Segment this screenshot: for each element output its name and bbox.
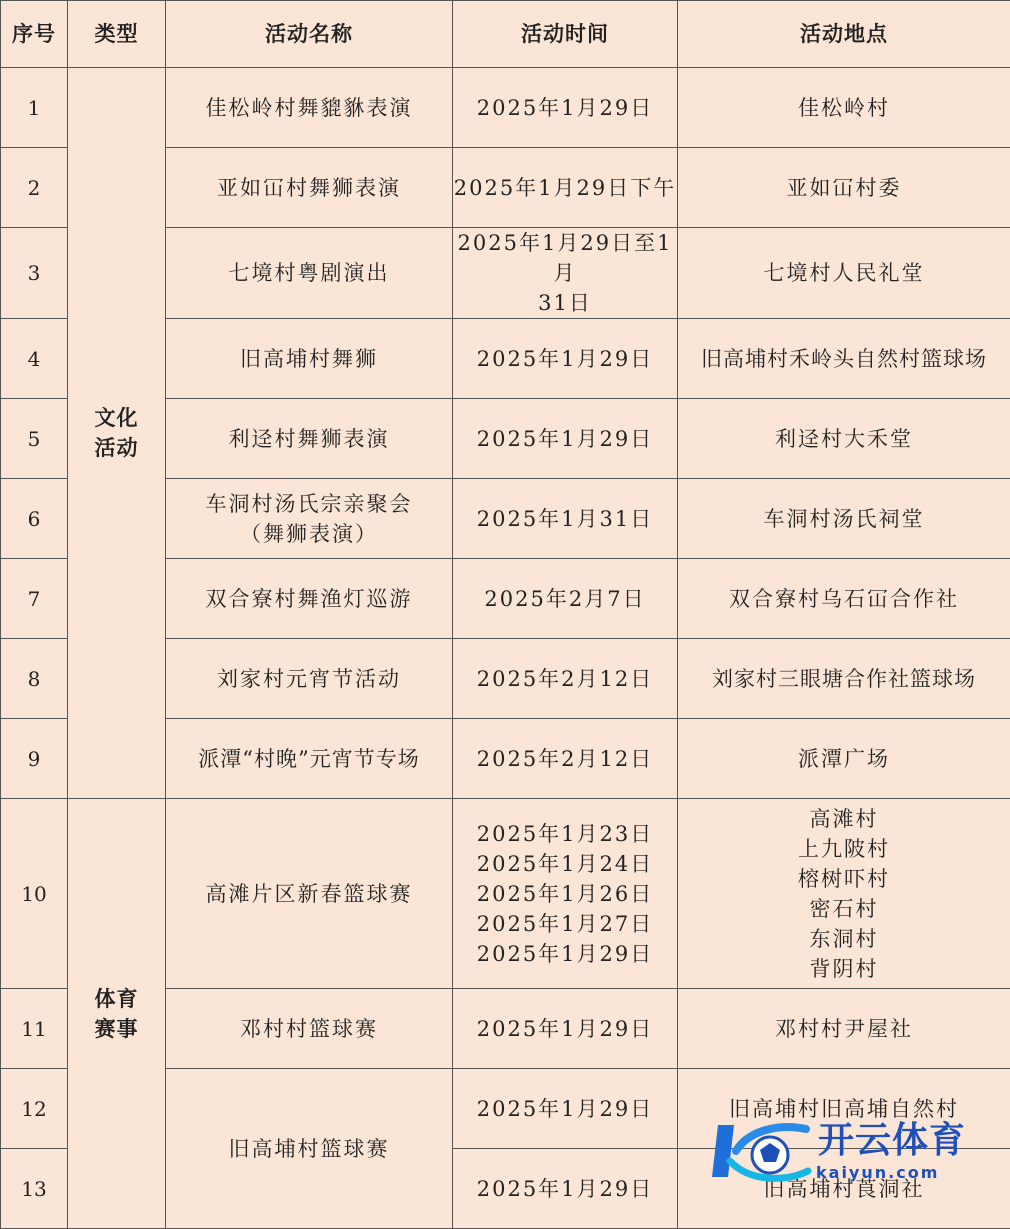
row-number: 8: [1, 639, 68, 719]
activity-time: 2025年1月29日: [453, 1149, 678, 1229]
activity-place: 双合寮村乌石冚合作社: [678, 559, 1010, 639]
header-type: 类型: [68, 1, 166, 68]
watermark-domain: kaiyun.com: [816, 1163, 939, 1183]
table-row: [1, 799, 1010, 989]
place-line: 东洞村: [678, 924, 1010, 954]
activity-place: 旧高埔村旧高埔自然村: [678, 1069, 1010, 1149]
row-number: 9: [1, 719, 68, 799]
name-line: （舞狮表演）: [166, 519, 452, 549]
place-line: 背阴村: [678, 954, 1010, 984]
time-line: 31日: [453, 288, 677, 318]
activity-place: 利迳村大禾堂: [678, 399, 1010, 479]
row-number: 5: [1, 399, 68, 479]
activity-name: 刘家村元宵节活动: [166, 639, 453, 719]
activity-time: 2025年1月29日: [453, 319, 678, 399]
activity-place: 亚如冚村委: [678, 148, 1010, 228]
activity-name: 高滩片区新春篮球赛: [166, 799, 453, 989]
activity-place: 刘家村三眼塘合作社篮球场: [678, 639, 1010, 719]
activity-time: 2025年1月29日: [453, 399, 678, 479]
time-line: 2025年1月26日: [453, 879, 677, 909]
name-line: 车洞村汤氏宗亲聚会: [166, 489, 452, 519]
header-no: 序号: [1, 1, 68, 68]
row-number: 12: [1, 1069, 68, 1149]
activity-time: 2025年1月29日: [453, 68, 678, 148]
watermark-brand: 开云体育: [818, 1121, 966, 1161]
activity-name: 旧高埔村篮球赛: [166, 1069, 453, 1229]
activity-place: 佳松岭村: [678, 68, 1010, 148]
row-number: 3: [1, 228, 68, 319]
header-place: 活动地点: [678, 1, 1010, 68]
row-number: 2: [1, 148, 68, 228]
row-number: 11: [1, 989, 68, 1069]
activity-name: 利迳村舞狮表演: [166, 399, 453, 479]
activity-place: 旧高埔村莨洞社: [678, 1149, 1010, 1229]
activity-place: [678, 799, 1010, 989]
type-sports-label: 体育赛事: [93, 984, 141, 1044]
activity-place: 邓村村尹屋社: [678, 989, 1010, 1069]
activity-time: 2025年1月29日下午: [453, 148, 678, 228]
time-line: 2025年1月23日: [453, 819, 677, 849]
type-culture: [68, 68, 166, 799]
activity-time: 2025年2月7日: [453, 559, 678, 639]
activity-name: [166, 479, 453, 559]
row-number: 4: [1, 319, 68, 399]
header-time: 活动时间: [453, 1, 678, 68]
activity-name: 派潭“村晚”元宵节专场: [166, 719, 453, 799]
row-number: 13: [1, 1149, 68, 1229]
row-number: 10: [1, 799, 68, 989]
activity-name: 七境村粤剧演出: [166, 228, 453, 319]
activity-time: [453, 228, 678, 319]
activity-place: 车洞村汤氏祠堂: [678, 479, 1010, 559]
activity-time: 2025年2月12日: [453, 719, 678, 799]
row-number: 1: [1, 68, 68, 148]
activity-place: 七境村人民礼堂: [678, 228, 1010, 319]
activity-name: 邓村村篮球赛: [166, 989, 453, 1069]
kaiyun-logo-icon: [708, 1117, 818, 1191]
place-line: 高滩村: [678, 804, 1010, 834]
type-sports: [68, 799, 166, 1229]
kaiyun-watermark: [708, 1117, 998, 1191]
type-culture-label: 文化活动: [93, 403, 141, 463]
time-line: 2025年1月29日至1月: [453, 228, 677, 288]
activity-name: 双合寮村舞渔灯巡游: [166, 559, 453, 639]
header-row: [1, 1, 1010, 68]
header-name: 活动名称: [166, 1, 453, 68]
row-number: 7: [1, 559, 68, 639]
activity-name: 亚如冚村舞狮表演: [166, 148, 453, 228]
table-row: [1, 68, 1010, 148]
row-number: 6: [1, 479, 68, 559]
time-line: 2025年1月27日: [453, 909, 677, 939]
place-line: 上九陂村: [678, 834, 1010, 864]
activity-time: 2025年1月29日: [453, 1069, 678, 1149]
activity-place: 旧高埔村禾岭头自然村篮球场: [678, 319, 1010, 399]
activity-time: 2025年1月29日: [453, 989, 678, 1069]
place-line: 榕树吓村: [678, 864, 1010, 894]
activity-time: 2025年1月31日: [453, 479, 678, 559]
place-line: 密石村: [678, 894, 1010, 924]
activity-name: 佳松岭村舞貔貅表演: [166, 68, 453, 148]
time-line: 2025年1月29日: [453, 939, 677, 969]
activity-time: 2025年2月12日: [453, 639, 678, 719]
activity-name: 旧高埔村舞狮: [166, 319, 453, 399]
time-line: 2025年1月24日: [453, 849, 677, 879]
activity-place: 派潭广场: [678, 719, 1010, 799]
activity-time: [453, 799, 678, 989]
